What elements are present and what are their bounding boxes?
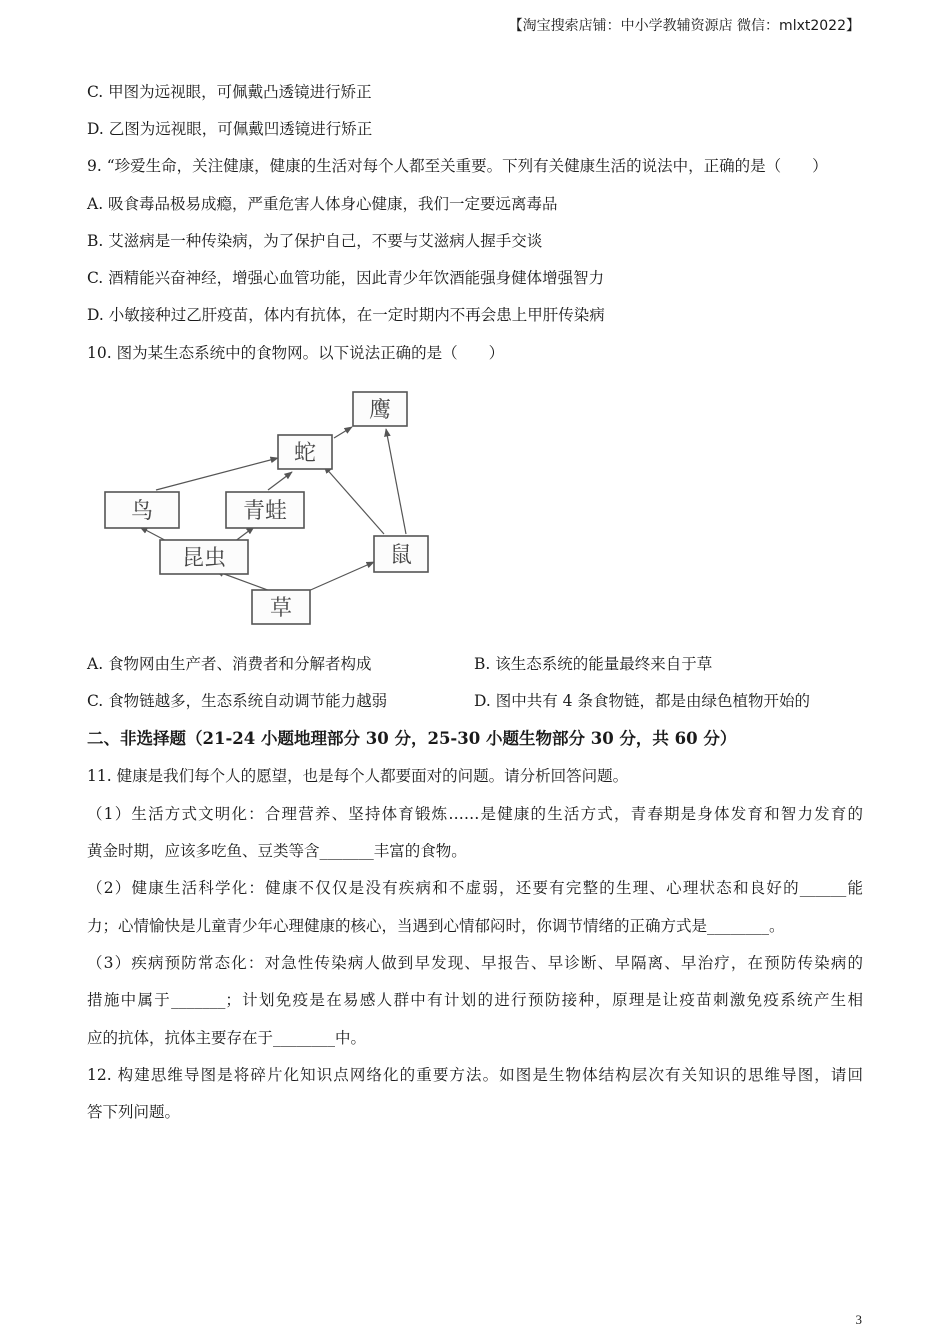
edge-mouse-snake: [324, 466, 384, 534]
q10-option-c: C. 食物链越多，生态系统自动调节能力越弱: [87, 692, 388, 710]
node-snake: [278, 435, 332, 469]
node-mouse: [374, 536, 428, 572]
q11-stem: 11. 健康是我们每个人的愿望，也是每个人都要面对的问题。请分析回答问题。: [87, 767, 629, 785]
q11-part3-line3: 应的抗体，抗体主要存在于________中。: [87, 1029, 367, 1047]
q11-part2-line1: （2）健康生活科学化：健康不仅仅是没有疾病和不虚弱，还要有完整的生理、心理状态和良好的______能: [87, 879, 863, 897]
q9-option-a: A. 吸食毒品极易成瘾，严重危害人体身心健康，我们一定要远离毒品: [87, 195, 558, 213]
svg-text:草: 草: [269, 596, 293, 621]
q11-part2-line2: 力；心情愉快是儿童青少年心理健康的核心，当遇到心情郁闷时，你调节情绪的正确方式是________。: [87, 917, 785, 935]
q8-option-c: C. 甲图为远视眼，可佩戴凸透镜进行矫正: [87, 83, 372, 101]
node-insect: [160, 540, 248, 574]
section-two-heading: 二、非选择题（21-24 小题地理部分 30 分，25-30 小题生物部分 30 分，共 60 分）: [87, 729, 737, 748]
page-header: 【淘宝搜索店铺：中小学教辅资源店 微信：mlxt2022】: [508, 18, 860, 34]
q10-option-a: A. 食物网由生产者、消费者和分解者构成: [87, 655, 372, 673]
q8-option-d: D. 乙图为远视眼，可佩戴凹透镜进行矫正: [87, 120, 373, 138]
q9-stem: 9. “珍爱生命，关注健康，健康的生活对每个人都至关重要。下列有关健康生活的说法中，正确的是（ ）: [87, 157, 828, 175]
q10-stem: 10. 图为某生态系统中的食物网。以下说法正确的是（ ）: [87, 344, 505, 362]
svg-text:青蛙: 青蛙: [242, 499, 288, 524]
edge-grass-mouse: [306, 562, 374, 592]
edge-bird-snake: [156, 458, 278, 490]
q12-stem-line2: 答下列问题。: [87, 1103, 181, 1121]
q11-part3-line2: 措施中属于_______；计划免疫是在易感人群中有计划的进行预防接种，原理是让疫苗刺激免疫系统产生相: [87, 991, 863, 1009]
svg-text:蛇: 蛇: [293, 441, 317, 466]
node-bird: [105, 492, 179, 528]
q10-option-b: B. 该生态系统的能量最终来自于草: [474, 655, 713, 673]
q11-part3-line1: （3）疾病预防常态化：对急性传染病人做到早发现、早报告、早诊断、早隔离、早治疗，在预防传染病的: [87, 954, 863, 972]
node-hawk: [353, 392, 407, 426]
svg-text:鹰: 鹰: [368, 398, 392, 423]
q9-option-b: B. 艾滋病是一种传染病，为了保护自己，不要与艾滋病人握手交谈: [87, 232, 543, 250]
q9-option-c: C. 酒精能兴奋神经，增强心血管功能，因此青少年饮酒能强身健体增强智力: [87, 269, 605, 287]
q11-part1-line2: 黄金时期，应该多吃鱼、豆类等含_______丰富的食物。: [87, 842, 467, 860]
q11-part1-line1: （1）生活方式文明化：合理营养、坚持体育锻炼……是健康的生活方式，青春期是身体发育和智力发育的: [87, 805, 863, 823]
q9-option-d: D. 小敏接种过乙肝疫苗，体内有抗体，在一定时期内不再会患上甲肝传染病: [87, 306, 605, 324]
q12-stem-line1: 12. 构建思维导图是将碎片化知识点网络化的重要方法。如图是生物体结构层次有关知识的思维导图，请回: [87, 1066, 863, 1084]
svg-text:鼠: 鼠: [389, 543, 413, 568]
node-frog: [226, 492, 304, 528]
edge-frog-snake: [268, 472, 292, 490]
edge-mouse-hawk: [386, 429, 406, 534]
edge-snake-hawk: [334, 427, 352, 438]
svg-text:昆虫: 昆虫: [181, 546, 227, 571]
q10-option-d: D. 图中共有 4 条食物链，都是由绿色植物开始的: [474, 692, 810, 710]
page-number: 3: [855, 1312, 862, 1327]
svg-text:鸟: 鸟: [130, 499, 154, 524]
food-web-diagram: [88, 380, 438, 630]
node-grass: [252, 590, 310, 624]
